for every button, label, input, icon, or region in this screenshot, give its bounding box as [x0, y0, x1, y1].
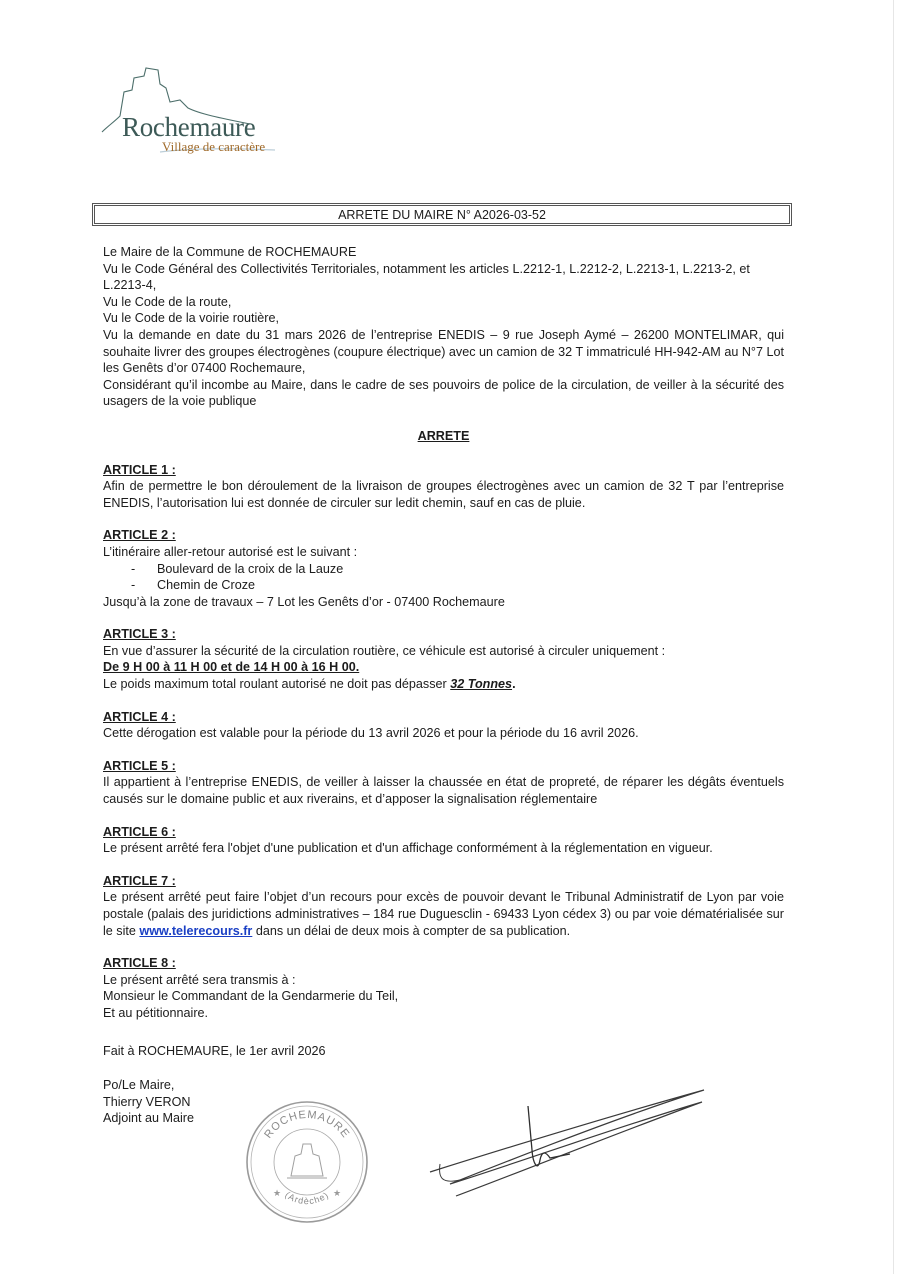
- svg-text:★: ★: [273, 1188, 282, 1198]
- route-item: - Boulevard de la croix de la Lauze: [103, 561, 784, 578]
- logo-tagline: Village de caractère: [162, 139, 266, 154]
- telerecours-link[interactable]: www.telerecours.fr: [139, 923, 253, 938]
- article-8-line: Et au pétitionnaire.: [103, 1005, 209, 1020]
- article-3-hours: De 9 H 00 à 11 H 00 et de 14 H 00 à 16 H 00.: [103, 660, 360, 675]
- article-8-line: Le présent arrêté sera transmis à :: [103, 972, 296, 987]
- article-3-title: ARTICLE 3 :: [103, 627, 176, 642]
- article-7-title: ARTICLE 7 :: [103, 873, 176, 888]
- weight-value-wrap: 32 Tonnes.: [450, 677, 516, 692]
- handwritten-signature: [420, 1080, 710, 1205]
- article-3-text: En vue d’assurer la sécurité de la circulation routière, ce véhicule est autorisé à circuler uniquement :: [103, 643, 666, 658]
- article-2-intro: L’itinéraire aller-retour autorisé est le suivant :: [103, 544, 358, 559]
- article-4-text: Cette dérogation est valable pour la période du 13 avril 2026 et pour la période du 16 avril 2026.: [103, 726, 639, 741]
- decree-heading: ARRETE: [417, 428, 470, 443]
- article-8-title: ARTICLE 8 :: [103, 956, 176, 971]
- preamble-line: Le Maire de la Commune de ROCHEMAURE: [103, 245, 357, 259]
- signature-icon: [420, 1080, 710, 1205]
- article-5-title: ARTICLE 5 :: [103, 758, 176, 773]
- seal-bottom-text: (Ardèche): [283, 1189, 331, 1207]
- article-1-title: ARTICLE 1 :: [103, 462, 176, 477]
- preamble-line: Vu le Code de la voirie routière,: [103, 311, 279, 326]
- weight-value: 32 Tonnes: [450, 677, 513, 692]
- signatory-block: [103, 1077, 194, 1127]
- article-5-text: Il appartient à l’entreprise ENEDIS, de veiller à laisser la chaussée en état de propreté, de réparer les dégâts éventuels causés sur le domaine public et aux riverains, et d’apposer la signalisation réglementaire: [103, 775, 784, 807]
- weight-text: Le poids maximum total roulant autorisé ne doit pas dépasser: [103, 677, 447, 692]
- town-seal-stamp: [243, 1098, 371, 1226]
- preamble-line: Vu la demande en date du 31 mars 2026 de l’entreprise ENEDIS – 9 rue Joseph Aymé – 26200 MONTELIMAR, qui souhaite livrer des groupes électrogènes (coupure électrique) avec un camion de 32 T immatriculé HH-942-AM au N°7 Lot les Genêts d’or 07400 Rochemaure,: [103, 327, 784, 376]
- route-item: - Chemin de Croze: [103, 577, 784, 594]
- article-7-text-before: Le présent arrêté peut faire l’objet d’un recours pour excès de pouvoir devant le Tribunal Administratif de Lyon par voie postale (palais des juridictions administratives – 184 rue Duguesclin - 69433 Lyon cédex 3) ou par voie dématérialisée sur le site: [103, 890, 784, 938]
- decree-body: [103, 244, 784, 1022]
- signatory-line: Adjoint au Maire: [103, 1111, 195, 1126]
- preamble-line: Vu le Code de la route,: [103, 294, 232, 309]
- article-2-title: ARTICLE 2 :: [103, 528, 176, 543]
- preamble-line: Vu le Code Général des Collectivités Territoriales, notamment les articles L.2212-1, L.2212-2, L.2213-1, L.2213-2, et L.2213-4,: [103, 261, 750, 293]
- logo-name: Rochemaure: [122, 112, 256, 142]
- svg-text:★: ★: [333, 1188, 342, 1198]
- seal-top-text: ROCHEMAURE: [262, 1108, 352, 1141]
- signatory-line: Po/Le Maire,: [103, 1078, 175, 1092]
- article-4-title: ARTICLE 4 :: [103, 709, 176, 724]
- preamble-line: Considérant qu’il incombe au Maire, dans le cadre de ses pouvoirs de police de la circulation, de veiller à la sécurité des usagers de la voie publique: [103, 377, 784, 409]
- article-6-text: Le présent arrêté fera l'objet d'une publication et d'un affichage conformément à la réglementation en vigueur.: [103, 841, 713, 856]
- scan-edge: [893, 0, 894, 1274]
- article-8-line: Monsieur le Commandant de la Gendarmerie du Teil,: [103, 989, 399, 1004]
- signatory-line: Thierry VERON: [103, 1094, 191, 1109]
- article-7-text-after: dans un délai de deux mois à compter de sa publication.: [255, 923, 571, 938]
- article-1-text: Afin de permettre le bon déroulement de la livraison de groupes électrogènes avec un camion de 32 T par l’entreprise ENEDIS, l’autorisation lui est donnée de circuler sur ledit chemin, sauf en cas de pluie.: [103, 479, 784, 510]
- article-3-weight: [103, 676, 784, 693]
- route-list: [103, 561, 784, 594]
- article-7-text: [103, 889, 784, 939]
- closing-line: Fait à ROCHEMAURE, le 1er avril 2026: [103, 1044, 326, 1058]
- rochemaure-logo: [100, 62, 290, 162]
- article-6-title: ARTICLE 6 :: [103, 824, 176, 839]
- decree-title: ARRETE DU MAIRE N° A2026-03-52: [92, 203, 792, 226]
- seal-icon: [243, 1098, 371, 1226]
- article-2-outro: Jusqu’à la zone de travaux – 7 Lot les Genêts d’or - 07400 Rochemaure: [103, 594, 505, 609]
